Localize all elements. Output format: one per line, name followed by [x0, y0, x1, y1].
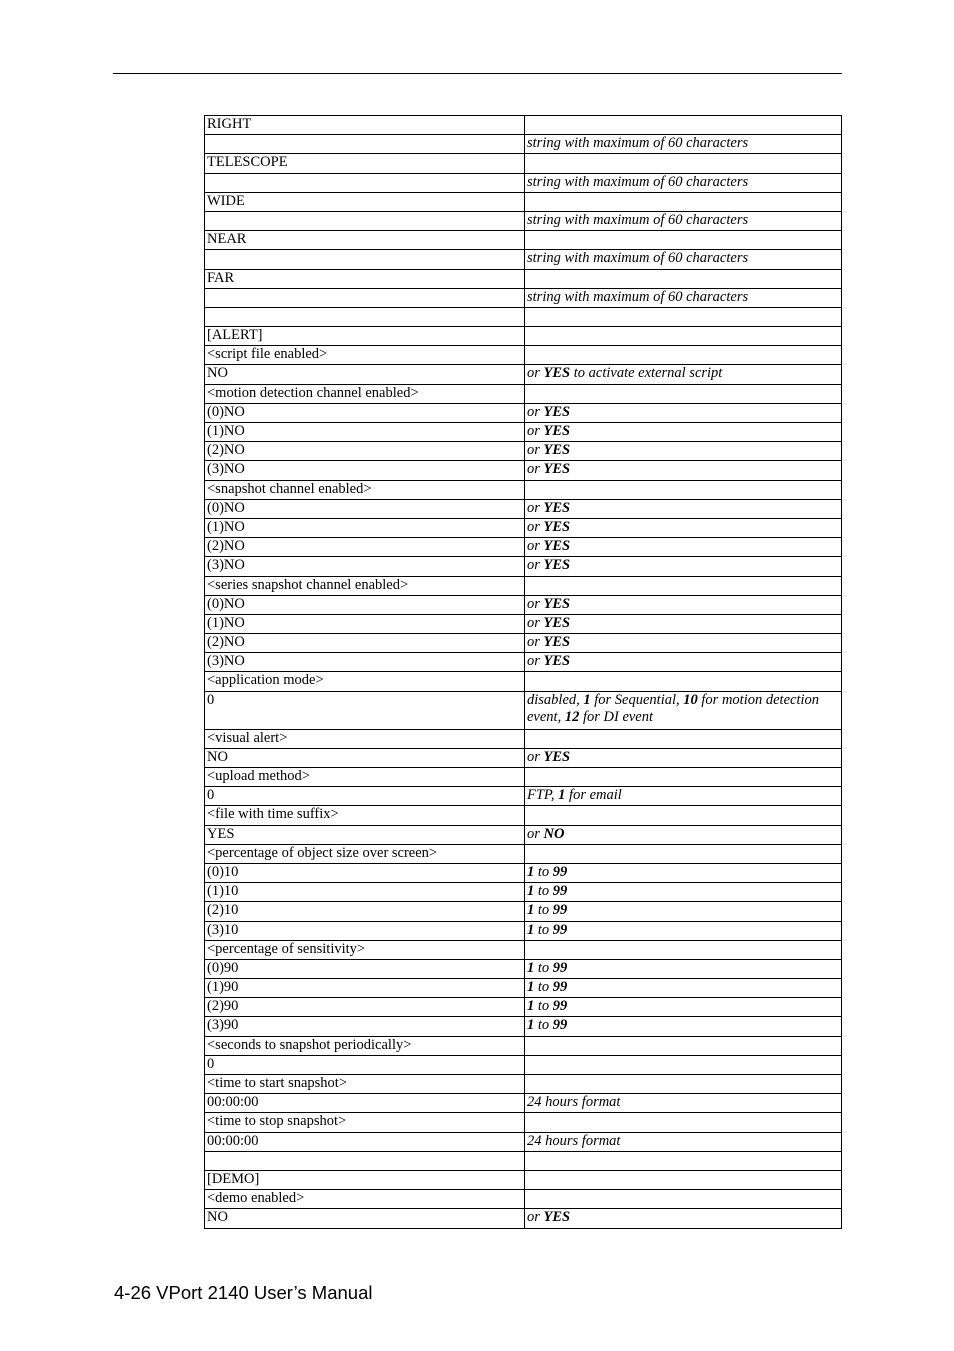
setting-key-cell: (3)NO: [205, 461, 525, 480]
setting-key-cell: (2)90: [205, 998, 525, 1017]
setting-note-cell: [525, 384, 842, 403]
bold-value: 1: [527, 883, 535, 900]
table-row: [205, 1036, 842, 1055]
setting-note-cell: [525, 1170, 842, 1189]
setting-key-cell: NO: [205, 1209, 525, 1228]
setting-key-cell: 0: [205, 1055, 525, 1074]
setting-note-cell: [525, 231, 842, 250]
setting-note-cell: or YES: [525, 499, 842, 518]
table-row: [205, 288, 842, 307]
bold-value: YES: [543, 748, 571, 765]
setting-note-cell: or YES: [525, 634, 842, 653]
table-row: [205, 384, 842, 403]
setting-key-cell: 0: [205, 691, 525, 729]
table-row: [205, 403, 842, 422]
bold-value: 1: [527, 1017, 535, 1034]
table-row: [205, 863, 842, 882]
setting-note-cell: or YES: [525, 403, 842, 422]
setting-note-cell: or YES: [525, 518, 842, 537]
setting-note-cell: string with maximum of 60 characters: [525, 288, 842, 307]
table-row: [205, 940, 842, 959]
setting-note-cell: [525, 940, 842, 959]
table-row: [205, 135, 842, 154]
table-row: [205, 672, 842, 691]
setting-note-cell: string with maximum of 60 characters: [525, 250, 842, 269]
table-row: [205, 116, 842, 135]
bold-value: 99: [552, 883, 568, 900]
table-row: [205, 192, 842, 211]
table-row: [205, 1075, 842, 1094]
setting-note-cell: [525, 576, 842, 595]
setting-note-cell: [525, 307, 842, 326]
setting-key-cell: (0)10: [205, 863, 525, 882]
setting-key-cell: <application mode>: [205, 672, 525, 691]
bold-value: 1: [527, 979, 535, 996]
table-row: [205, 423, 842, 442]
table-row: [205, 979, 842, 998]
setting-key-cell: [205, 135, 525, 154]
bold-value: YES: [543, 1209, 571, 1226]
table-row: [205, 998, 842, 1017]
table-row: [205, 538, 842, 557]
setting-note-cell: 1 to 99: [525, 883, 842, 902]
setting-key-cell: (2)NO: [205, 442, 525, 461]
setting-note-cell: [525, 154, 842, 173]
table-row: [205, 461, 842, 480]
table-row: [205, 1170, 842, 1189]
bold-value: YES: [543, 595, 571, 612]
table-row: [205, 691, 842, 729]
setting-note-cell: or NO: [525, 825, 842, 844]
setting-key-cell: [205, 211, 525, 230]
bold-value: 1: [527, 959, 535, 976]
bold-value: 10: [683, 691, 698, 708]
bold-value: 99: [552, 998, 568, 1015]
setting-key-cell: FAR: [205, 269, 525, 288]
setting-note-cell: or YES: [525, 461, 842, 480]
table-row: [205, 173, 842, 192]
setting-note-cell: or YES: [525, 557, 842, 576]
table-row: [205, 1094, 842, 1113]
bold-value: 1: [558, 787, 566, 804]
setting-key-cell: (0)NO: [205, 499, 525, 518]
bold-value: YES: [543, 403, 571, 420]
table-row: [205, 959, 842, 978]
setting-note-cell: [525, 1036, 842, 1055]
setting-note-cell: or YES: [525, 538, 842, 557]
setting-key-cell: (3)NO: [205, 557, 525, 576]
table-row: [205, 250, 842, 269]
setting-note-cell: 1 to 99: [525, 902, 842, 921]
setting-note-cell: [525, 346, 842, 365]
setting-note-cell: or YES: [525, 748, 842, 767]
table-row: [205, 1209, 842, 1228]
setting-key-cell: (0)NO: [205, 595, 525, 614]
setting-note-cell: [525, 672, 842, 691]
setting-note-cell: [525, 1075, 842, 1094]
setting-key-cell: (1)90: [205, 979, 525, 998]
setting-key-cell: [ALERT]: [205, 327, 525, 346]
setting-note-cell: 24 hours format: [525, 1132, 842, 1151]
setting-key-cell: (2)NO: [205, 538, 525, 557]
bold-value: YES: [543, 518, 571, 535]
setting-key-cell: [205, 288, 525, 307]
setting-note-cell: or YES: [525, 423, 842, 442]
table-row: [205, 634, 842, 653]
bold-value: 99: [552, 979, 568, 996]
setting-key-cell: (2)NO: [205, 634, 525, 653]
setting-key-cell: <snapshot channel enabled>: [205, 480, 525, 499]
bold-value: 99: [552, 1017, 568, 1034]
setting-key-cell: (3)10: [205, 921, 525, 940]
config-table-body: [205, 116, 842, 1229]
bold-value: 12: [564, 708, 580, 725]
table-row: [205, 480, 842, 499]
setting-note-cell: 24 hours format: [525, 1094, 842, 1113]
bold-value: YES: [543, 365, 571, 382]
setting-key-cell: (0)NO: [205, 403, 525, 422]
setting-note-cell: or YES: [525, 1209, 842, 1228]
setting-note-cell: [525, 192, 842, 211]
setting-key-cell: (1)NO: [205, 614, 525, 633]
setting-note-cell: [525, 806, 842, 825]
setting-key-cell: (3)90: [205, 1017, 525, 1036]
table-row: [205, 844, 842, 863]
table-row: [205, 1151, 842, 1170]
bold-value: YES: [543, 423, 571, 439]
setting-key-cell: (3)NO: [205, 653, 525, 672]
setting-note-cell: [525, 1055, 842, 1074]
setting-key-cell: (1)10: [205, 883, 525, 902]
bold-value: NO: [543, 825, 565, 842]
setting-key-cell: <series snapshot channel enabled>: [205, 576, 525, 595]
setting-note-cell: 1 to 99: [525, 959, 842, 978]
setting-note-cell: 1 to 99: [525, 1017, 842, 1036]
setting-key-cell: <upload method>: [205, 768, 525, 787]
setting-note-cell: or YES: [525, 653, 842, 672]
table-row: [205, 518, 842, 537]
table-row: [205, 748, 842, 767]
setting-key-cell: <motion detection channel enabled>: [205, 384, 525, 403]
page-footer: [114, 1282, 372, 1304]
setting-note-cell: [525, 327, 842, 346]
setting-note-cell: string with maximum of 60 characters: [525, 211, 842, 230]
setting-key-cell: WIDE: [205, 192, 525, 211]
bold-value: YES: [543, 614, 571, 631]
bold-value: YES: [543, 557, 571, 574]
bold-value: YES: [543, 499, 571, 516]
table-row: [205, 231, 842, 250]
setting-note-cell: disabled, 1 for Sequential, 10 for motion detection event, 12 for DI event: [525, 691, 842, 729]
table-row: [205, 825, 842, 844]
setting-key-cell: <visual alert>: [205, 729, 525, 748]
table-row: [205, 1190, 842, 1209]
table-row: [205, 768, 842, 787]
table-row: [205, 327, 842, 346]
setting-note-cell: string with maximum of 60 characters: [525, 173, 842, 192]
setting-key-cell: (1)NO: [205, 518, 525, 537]
setting-note-cell: string with maximum of 60 characters: [525, 135, 842, 154]
setting-note-cell: or YES to activate external script: [525, 365, 842, 384]
setting-note-cell: or YES: [525, 614, 842, 633]
bold-value: YES: [543, 442, 571, 459]
bold-value: YES: [543, 461, 571, 478]
table-row: [205, 154, 842, 173]
table-row: [205, 787, 842, 806]
setting-note-cell: [525, 116, 842, 135]
bold-value: 1: [527, 902, 535, 919]
table-row: [205, 346, 842, 365]
table-row: [205, 307, 842, 326]
table-row: [205, 1055, 842, 1074]
setting-key-cell: [DEMO]: [205, 1170, 525, 1189]
setting-key-cell: NEAR: [205, 231, 525, 250]
bold-value: 1: [583, 691, 591, 708]
setting-note-cell: [525, 729, 842, 748]
setting-key-cell: <seconds to snapshot periodically>: [205, 1036, 525, 1055]
setting-key-cell: 0: [205, 787, 525, 806]
bold-value: YES: [543, 634, 571, 651]
table-row: [205, 729, 842, 748]
bold-value: 99: [552, 959, 568, 976]
setting-key-cell: <time to start snapshot>: [205, 1075, 525, 1094]
table-row: [205, 1132, 842, 1151]
header-rule: [113, 73, 842, 74]
table-row: [205, 1017, 842, 1036]
setting-key-cell: 00:00:00: [205, 1132, 525, 1151]
bold-value: 1: [527, 921, 535, 938]
bold-value: YES: [543, 653, 571, 670]
setting-note-cell: 1 to 99: [525, 998, 842, 1017]
setting-note-cell: 1 to 99: [525, 979, 842, 998]
table-row: [205, 269, 842, 288]
bold-value: YES: [543, 538, 571, 555]
setting-key-cell: NO: [205, 748, 525, 767]
page-number: 4-26: [114, 1282, 152, 1303]
manual-title: VPort 2140 User’s Manual: [156, 1282, 373, 1303]
table-row: [205, 653, 842, 672]
setting-key-cell: (2)10: [205, 902, 525, 921]
setting-key-cell: YES: [205, 825, 525, 844]
table-row: [205, 902, 842, 921]
setting-key-cell: <time to stop snapshot>: [205, 1113, 525, 1132]
table-row: [205, 614, 842, 633]
config-table: [204, 115, 842, 1229]
setting-note-cell: FTP, 1 for email: [525, 787, 842, 806]
table-row: [205, 1113, 842, 1132]
table-row: [205, 211, 842, 230]
setting-key-cell: TELESCOPE: [205, 154, 525, 173]
setting-key-cell: <file with time suffix>: [205, 806, 525, 825]
setting-note-cell: [525, 1190, 842, 1209]
bold-value: 1: [527, 863, 535, 880]
setting-key-cell: <demo enabled>: [205, 1190, 525, 1209]
setting-note-cell: [525, 844, 842, 863]
table-row: [205, 921, 842, 940]
setting-note-cell: or YES: [525, 442, 842, 461]
setting-note-cell: 1 to 99: [525, 921, 842, 940]
setting-key-cell: [205, 1151, 525, 1170]
setting-key-cell: <percentage of sensitivity>: [205, 940, 525, 959]
setting-key-cell: (0)90: [205, 959, 525, 978]
bold-value: 1: [527, 998, 535, 1015]
setting-key-cell: NO: [205, 365, 525, 384]
bold-value: 99: [552, 902, 568, 919]
setting-key-cell: (1)NO: [205, 423, 525, 442]
table-row: [205, 557, 842, 576]
table-row: [205, 365, 842, 384]
table-row: [205, 883, 842, 902]
table-row: [205, 806, 842, 825]
table-row: [205, 442, 842, 461]
setting-key-cell: [205, 173, 525, 192]
setting-key-cell: <script file enabled>: [205, 346, 525, 365]
setting-note-cell: [525, 768, 842, 787]
setting-key-cell: <percentage of object size over screen>: [205, 844, 525, 863]
table-row: [205, 576, 842, 595]
setting-key-cell: [205, 250, 525, 269]
table-row: [205, 499, 842, 518]
setting-note-cell: or YES: [525, 595, 842, 614]
setting-note-cell: [525, 269, 842, 288]
setting-note-cell: [525, 1151, 842, 1170]
setting-note-cell: [525, 1113, 842, 1132]
setting-note-cell: 1 to 99: [525, 863, 842, 882]
table-row: [205, 595, 842, 614]
bold-value: 99: [552, 921, 568, 938]
setting-key-cell: 00:00:00: [205, 1094, 525, 1113]
setting-key-cell: RIGHT: [205, 116, 525, 135]
setting-note-cell: [525, 480, 842, 499]
bold-value: 99: [552, 863, 568, 880]
setting-key-cell: [205, 307, 525, 326]
